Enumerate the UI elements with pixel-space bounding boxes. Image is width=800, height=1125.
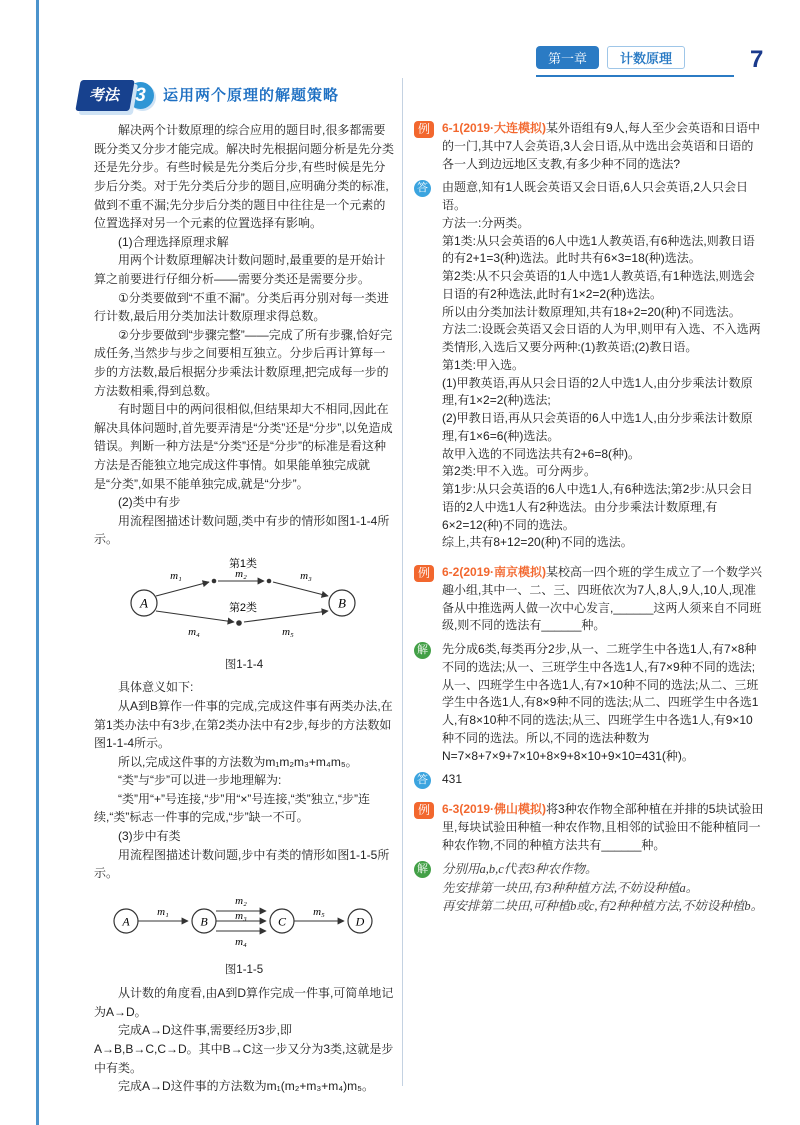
answer-line: 方法二:设既会英语又会日语的人为甲,则甲有入选、不入选两类情形,入选后又要分两种:(1)教英语;(2)教日语。 xyxy=(442,322,761,354)
example-label: 6-1(2019·大连模拟) xyxy=(442,121,547,135)
paragraph: 用流程图描述计数问题,类中有步的情形如图1-1-4所示。 xyxy=(94,513,390,547)
svg-text:B: B xyxy=(338,595,346,611)
svg-text:m₂: m₂ xyxy=(235,894,247,907)
paragraph: 完成A→D这件事,需要经历3步,即A→B,B→C,C→D。其中B→C这一步又分为3类,这就是步中有类。 xyxy=(94,1023,394,1075)
example-badge: 例 xyxy=(414,565,434,582)
svg-text:m₁: m₁ xyxy=(157,905,169,918)
answer-line: 第1步:从只会英语的6人中选1人,有6种选法;第2步:从只会日语的2人中选1人有2种选法。由分步乘法计数原理,有6×2=12(种)不同的选法。 xyxy=(442,482,753,532)
svg-text:C: C xyxy=(277,914,287,929)
paragraph: “类”用“+”号连接,“步”用“×”号连接,“类”独立,“步”连续,“类”标志一件事的完成,“步”缺一不可。 xyxy=(94,791,370,825)
method-title: 运用两个原理的解题策略 xyxy=(163,87,340,104)
solution-block-handwritten xyxy=(414,860,764,916)
section-heading: (1)合理选择原理求解 xyxy=(118,234,229,249)
svg-text:m₃: m₃ xyxy=(235,909,247,922)
example-problem-block xyxy=(414,801,764,854)
page-header xyxy=(536,46,763,77)
svg-text:m₄: m₄ xyxy=(188,625,200,638)
example-badge: 例 xyxy=(414,802,434,819)
svg-text:m₃: m₃ xyxy=(300,569,312,582)
paragraph: ②分步要做到“步骤完整”——完成了所有步骤,恰好完成任务,当然步与步之间要相互独立。分步后再计算每一步的方法数,最后根据分步乘法计数原理,把完成每一步的方法数相乘,得到总数。 xyxy=(94,327,393,398)
example-problem xyxy=(442,801,764,854)
svg-text:D: D xyxy=(355,914,365,929)
answer-line: (2)甲教日语,再从只会英语的6人中选1人,由分步乘法计数原理,有1×6=6(种)选法。 xyxy=(442,411,753,443)
section-heading: (3)步中有类 xyxy=(118,829,181,844)
answer-line: 431 xyxy=(442,772,463,787)
answer-badge: 答 xyxy=(414,180,431,197)
section-heading: (2)类中有步 xyxy=(118,495,181,510)
answer-line: 所以由分类加法计数原理知,共有18+2=20(种)不同选法。 xyxy=(442,304,741,319)
example-block-6-1 xyxy=(414,120,764,552)
answer-line: 第2类:从不只会英语的1人中选1人教英语,有1种选法,则选会日语的有2种选法,此时有1×2=2(种)选法。 xyxy=(442,269,755,301)
example-problem xyxy=(442,564,764,635)
answer-badge: 答 xyxy=(414,772,431,789)
svg-text:m₄: m₄ xyxy=(235,935,247,948)
figure-1-1-5 xyxy=(94,889,394,980)
column-divider xyxy=(402,78,403,1086)
paragraph: ①分类要做到“不重不漏”。分类后再分别对每一类进行计数,最后用分类加法计数原理求得总数。 xyxy=(94,290,389,324)
right-column xyxy=(414,114,764,928)
svg-text:第2类: 第2类 xyxy=(228,601,258,614)
svg-text:第1类: 第1类 xyxy=(228,557,258,570)
figure-1-1-4 xyxy=(94,555,394,674)
example-problem-block xyxy=(414,564,764,635)
answer-line: 第1类:从只会英语的6人中选1人教英语,有6种选法,则教日语的有2+1=3(种)选法。此时共有6×3=18(种)选法。 xyxy=(442,233,755,266)
example-badge: 例 xyxy=(414,121,434,138)
flow-diagram-class-with-steps xyxy=(116,555,372,649)
answer-block xyxy=(414,179,764,552)
method-header xyxy=(78,80,394,111)
page-number: 7 xyxy=(750,46,764,73)
answer-line: 第2类:甲不入选。可分两步。 xyxy=(442,464,597,479)
solution-body xyxy=(442,641,764,765)
svg-text:A: A xyxy=(122,914,130,929)
paragraph: 解决两个计数原理的综合应用的题目时,很多都需要既分类又分步才能完成。解决时先根据问题分析是先分类还是先分步。有些时候是先分类后分步,有些时候是先分步后分类。对于先分类后分步的题目,应明确分类的标准,做到不重不漏;先分步后分类的题目中往往是一个元素的位置选择对另一个元素的位置选择有影响。 xyxy=(94,123,395,231)
solution-block xyxy=(414,641,764,765)
paragraph: 从A到B算作一件事的完成,完成这件事有两类办法,在第1类办法中有3步,在第2类办法中有2步,每步的方法数如图1-1-4所示。 xyxy=(94,698,393,751)
example-problem-text: 某外语组有9人,每人至少会英语和日语中的一门,其中7人会英语,3人会日语,从中选出会英语和日语的各一人到边远地区支教,有多少种不同的选法? xyxy=(442,121,761,171)
svg-text:m₅: m₅ xyxy=(313,905,325,918)
paragraph: 用两个计数原理解决计数问题时,最重要的是开始计算之前要进行仔细分析——需要分类还是需要分步。 xyxy=(94,253,386,286)
left-column xyxy=(88,80,395,1096)
answer-body xyxy=(442,771,764,789)
answer-line: 第1类:甲入选。 xyxy=(442,357,525,372)
svg-text:m₂: m₂ xyxy=(235,567,247,580)
solution-line: 再安排第二块田,可种植b或c,有2种种植方法,不妨设种植b。 xyxy=(442,899,764,914)
chapter-tags xyxy=(536,46,734,77)
chapter-title: 计数原理 xyxy=(607,46,685,69)
solution-body xyxy=(442,860,764,916)
svg-text:A: A xyxy=(140,595,148,611)
flow-diagram-step-with-classes xyxy=(102,889,386,955)
svg-text:m₁: m₁ xyxy=(170,569,182,582)
answer-line: 综上,共有8+12=20(种)不同的选法。 xyxy=(442,535,633,550)
example-problem-text: 某校高一四个班的学生成立了一个数学兴趣小组,其中一、二、三、四班依次为7人,8人,9人,10人,现准备从中推选两人做一次中心发言,______这两人须来自不同班级,则不同的选法有______种。 xyxy=(442,565,763,633)
solution-badge: 解 xyxy=(414,861,431,878)
example-block-6-3 xyxy=(414,801,764,916)
svg-text:B: B xyxy=(200,914,208,929)
solution-line: 先分成6类,每类再分2步,从一、二班学生中各选1人,有7×8种不同的选法;从一、三班学生中各选1人,有7×9种不同的选法;从一、四班学生中各选1人,有7×10种不同的选法;从二、三班学生中各选1人,有8×9种不同的选法;从二、四班学生中各选1人,有8×10种不同的选法;从三、四班学生中各选1人,有9×10种不同的选法。所以,不同的选法种数为N=7×8+7×9+7×10+8×9+8×10+9×10=431(种)。 xyxy=(442,642,759,763)
answer-line: 故甲入选的不同选法共有2+6=8(种)。 xyxy=(442,446,641,461)
answer-body xyxy=(442,179,764,552)
figure-caption: 图1-1-4 xyxy=(224,658,264,671)
example-block-6-2 xyxy=(414,564,764,789)
paragraph: 有时题目中的两问很相似,但结果却大不相同,因此在解决具体问题时,首先要弄清是“分类”还是“分步”,以免造成错误。判断一种方法是“分类”还是“分步”的标准是看这种方法是否能独立地完成这件事情。如果能单独完成就是“分类”,如果不能单独完成,就是“分步”。 xyxy=(94,402,393,491)
example-problem xyxy=(442,120,764,173)
paragraph: “类”与“步”可以进一步地理解为: xyxy=(118,773,282,788)
solution-line: 分别用a,b,c代表3种农作物。 xyxy=(442,862,598,877)
solution-line: 先安排第一块田,有3种种植方法,不妨设种植a。 xyxy=(442,880,699,895)
paragraph: 用流程图描述计数问题,步中有类的情形如图1-1-5所示。 xyxy=(94,847,390,881)
chapter-badge: 第一章 xyxy=(536,46,599,69)
example-label: 6-2(2019·南京模拟) xyxy=(442,565,547,579)
answer-block xyxy=(414,771,764,789)
answer-line: 方法一:分两类。 xyxy=(442,215,530,230)
svg-text:m₅: m₅ xyxy=(282,625,294,638)
formula-line: 所以,完成这件事的方法数为m₁m₂m₃+m₄m₅。 xyxy=(118,754,358,769)
left-margin-rule xyxy=(36,0,39,1125)
answer-line: 由题意,知有1人既会英语又会日语,6人只会英语,2人只会日语。 xyxy=(442,180,749,212)
figure-caption: 图1-1-5 xyxy=(224,964,264,977)
solution-badge: 解 xyxy=(414,642,431,659)
method-number: 3 xyxy=(127,82,154,109)
formula-line: 完成A→D这件事的方法数为m₁(m₂+m₃+m₄)m₅。 xyxy=(118,1079,374,1094)
example-problem-text: 将3种农作物全部种植在并排的5块试验田里,每块试验田种植一种农作物,且相邻的试验田不能种植同一种农作物,不同的种植方法共有______种。 xyxy=(442,802,764,852)
example-problem-block xyxy=(414,120,764,173)
paragraph: 具体意义如下: xyxy=(118,680,194,695)
answer-line: (1)甲教英语,再从只会日语的2人中选1人,由分步乘法计数原理,有1×2=2(种)选法; xyxy=(442,375,753,408)
example-label: 6-3(2019·佛山模拟) xyxy=(442,802,547,816)
method-badge: 考法 xyxy=(75,80,135,111)
paragraph: 从计数的角度看,由A到D算作完成一件事,可简单地记为A→D。 xyxy=(94,986,394,1019)
